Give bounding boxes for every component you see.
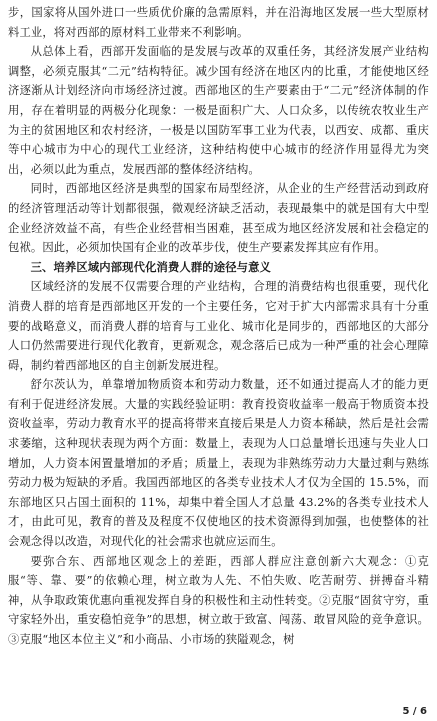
paragraph-1: 步，国家将从国外进口一些质优价廉的急需原料，并在沿海地区发展一些大型原材料工业，将对西部的原材料工业带来不利影响。 — [8, 6, 429, 39]
page-number: 5 / 6 — [402, 706, 427, 717]
paragraph-6: 要弥合东、西部地区观念上的差距，西部人群应注意创新六大观念：①克服“等、靠、要”的依赖心理，树立敢为人先、不怕失败、吃苦耐劳、拼搏奋斗精神，从争取政策优惠向重视发挥自身的积极性和主动性转变。②克服“固贫守穷，重守家轻外出，重安稳怕竞争”的思想，树立敢于致富、闯荡、敢冒风险的竞争意识。③克服“地区本位主义”和小商品、小市场的狭隘观念，树 — [8, 554, 429, 646]
paragraph-3: 同时，西部地区经济是典型的国家布局型经济，从企业的生产经营活动到政府的经济管理活动等计划都很强，微观经济缺乏活动，表现最集中的就是国有大中型企业经济效益不高，有些企业经营相当困难，甚至成为地区经济发展和社会稳定的包袱。因此，必须加快国有企业的改革步伐，使生产要素发挥其应有作用。 — [8, 182, 429, 255]
paragraph-2: 从总体上看，西部开发面临的是发展与改革的双重任务，其经济发展产业结构调整，必须克服其“二元”结构特征。减少国有经济在地区内的比重，才能使地区经济逐渐从计划经济向市场经济过渡。西部地区的生产要素由于“二元”经济体制的作用，存在着明显的两极分化现象：一极是面积广大、人口众多，以传统农牧业生产为主的贫困地区和农村经济，一极是以国防军事工业为代表，以西安、成都、重庆等中心城市为中心的现代工业经济，这种结构使中心城市的经济作用显得尤为突出，必须以此为重点，发展西部的整体经济结构。 — [8, 45, 429, 176]
paragraph-5: 舒尔茨认为，单靠增加物质资本和劳动力数量，还不如通过提高人才的能力更有利于促进经济发展。大量的实践经验证明：教育投资收益率一般高于物质资本投资收益率，劳动力教育水平的提高将带来直接后果是人力资本稀缺，然后是社会需求萎缩，这种现状表现为两个方面：数量上，表现为人口总量增长迅速与失业人口增加，人力资本闲置量增加的矛盾；质量上，表现为非熟练劳动力大量过剩与熟练劳动力极为短缺的矛盾。我国西部地区的各类专业技术人才仅为全国的 15.5%，而东部地区只占国土面积的 11%，却集中着全国人才总量 43.2%的各类专业技术人才，由此可见，教育的普及及程度不仅使地区的技术资源得到加强，也使整体的社会观念得以改造，对现代化的社会需求也就应运而生。 — [8, 378, 429, 549]
section-heading: 三、培养区域内部现代化消费人群的途径与意义 — [30, 260, 271, 274]
paragraph-4: 区域经济的发展不仅需要合理的产业结构，合理的消费结构也很重要，现代化消费人群的培育是西部地区开发的一个主要任务，它对于扩大内部需求具有十分重要的战略意义，而消费人群的培育与工业化、城市化是同步的，西部地区的大部分人口仍然需要进行现代化教育，更新观念，观念落后已成为一种严重的社会心理障碍，制约着西部地区的自主创新发展进程。 — [8, 280, 429, 372]
document-body — [8, 3, 429, 650]
